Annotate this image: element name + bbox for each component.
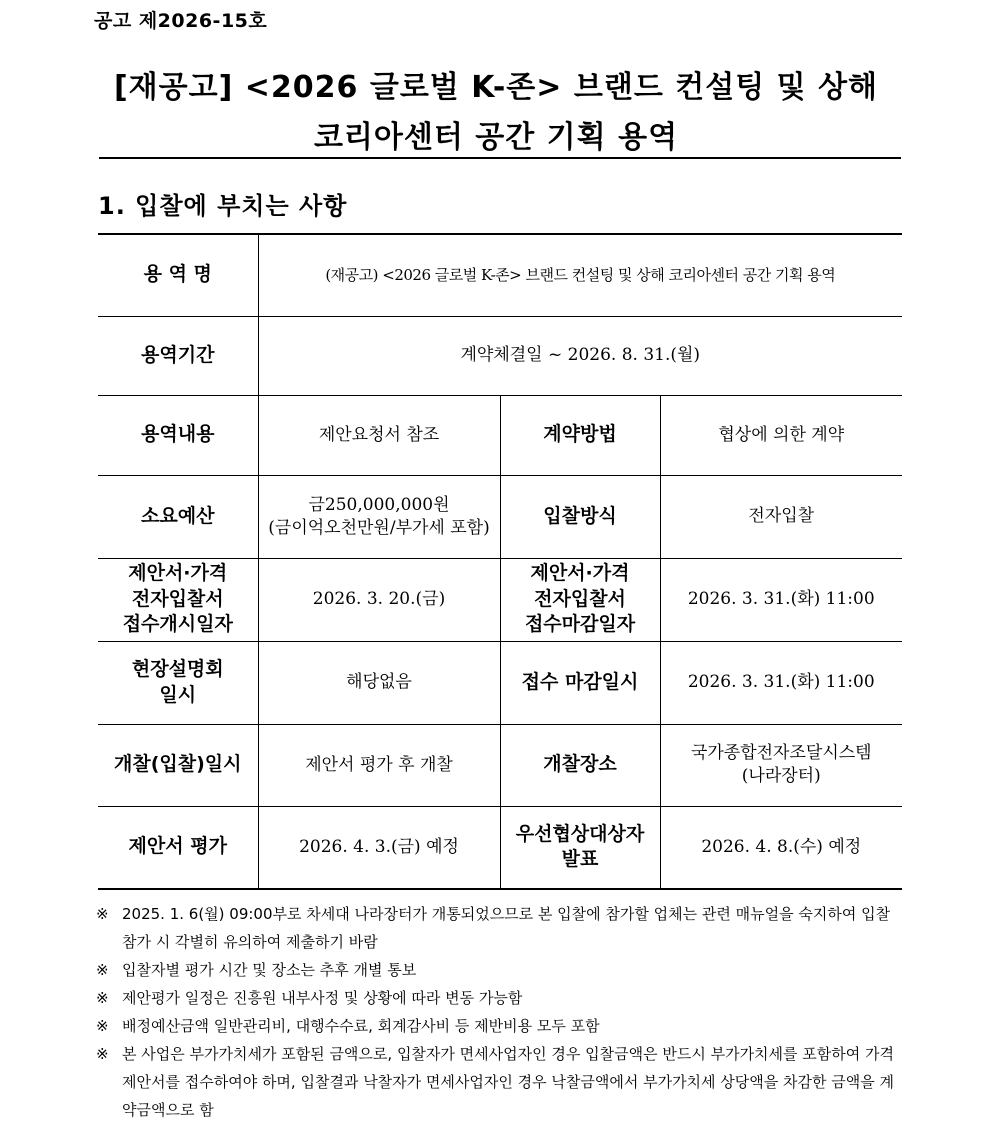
opening-place-value: 국가종합전자조달시스템 (나라장터) bbox=[660, 724, 902, 806]
evaluation-value: 2026. 4. 3.(금) 예정 bbox=[258, 806, 500, 889]
notes-list bbox=[96, 900, 904, 1124]
announcement-label: 우선협상대상자 발표 bbox=[500, 806, 660, 889]
contract-method-value: 협상에 의한 계약 bbox=[660, 395, 902, 475]
bid-info-table bbox=[98, 233, 902, 890]
briefing-value: 해당없음 bbox=[258, 641, 500, 724]
opening-value: 제안서 평가 후 개찰 bbox=[258, 724, 500, 806]
bid-method-value: 전자입찰 bbox=[660, 475, 902, 558]
note-item bbox=[96, 1012, 904, 1040]
reference-mark: ※ bbox=[96, 989, 109, 1007]
title-underline bbox=[99, 157, 901, 159]
announcement-value: 2026. 4. 8.(수) 예정 bbox=[660, 806, 902, 889]
submission-end-label: 제안서·가격 전자입찰서 접수마감일자 bbox=[500, 558, 660, 641]
content-value: 제안요청서 참조 bbox=[258, 395, 500, 475]
bid-method-label: 입찰방식 bbox=[500, 475, 660, 558]
note-text: 2025. 1. 6(월) 09:00부로 차세대 나라장터가 개통되었으므로 본 입찰에 참가할 업체는 관련 매뉴얼을 숙지하여 입찰 참가 시 각별히 유의하여 제출하기 바람 bbox=[122, 905, 891, 951]
evaluation-label: 제안서 평가 bbox=[98, 806, 258, 889]
budget-label: 소요예산 bbox=[98, 475, 258, 558]
budget-value bbox=[258, 475, 500, 558]
notice-number: 공고 제2026-15호 bbox=[94, 10, 268, 32]
submission-end-value: 2026. 3. 31.(화) 11:00 bbox=[660, 558, 902, 641]
service-name-label: 용 역 명 bbox=[98, 234, 258, 316]
service-name-value: (재공고) <2026 글로벌 K-존> 브랜드 컨설팅 및 상해 코리아센터 공간 기획 용역 bbox=[258, 234, 902, 316]
note-item bbox=[96, 1040, 904, 1124]
reference-mark: ※ bbox=[96, 1045, 109, 1063]
note-item bbox=[96, 956, 904, 984]
submission-start-value: 2026. 3. 20.(금) bbox=[258, 558, 500, 641]
note-item bbox=[96, 900, 904, 956]
note-text: 배정예산금액 일반관리비, 대행수수료, 회계감사비 등 제반비용 모두 포함 bbox=[122, 1017, 600, 1035]
document-title-line1: [재공고] <2026 글로벌 K-존> 브랜드 컨설팅 및 상해 bbox=[113, 70, 879, 105]
contract-method-label: 계약방법 bbox=[500, 395, 660, 475]
content-label: 용역내용 bbox=[98, 395, 258, 475]
opening-label: 개찰(입찰)일시 bbox=[98, 724, 258, 806]
opening-place-label: 개찰장소 bbox=[500, 724, 660, 806]
deadline-value: 2026. 3. 31.(화) 11:00 bbox=[660, 641, 902, 724]
note-item bbox=[96, 984, 904, 1012]
period-value: 계약체결일 ~ 2026. 8. 31.(월) bbox=[258, 316, 902, 395]
note-text: 입찰자별 평가 시간 및 장소는 추후 개별 통보 bbox=[122, 961, 417, 979]
period-label: 용역기간 bbox=[98, 316, 258, 395]
reference-mark: ※ bbox=[96, 1017, 109, 1035]
budget-amount-korean: (금이억오천만원/부가세 포함) bbox=[268, 517, 490, 538]
note-text: 본 사업은 부가가치세가 포함된 금액으로, 입찰자가 면세사업자인 경우 입찰금액은 반드시 부가가치세를 포함하여 가격제안서를 접수하여야 하며, 입찰결과 낙찰자가 면세사업자인 경우 낙찰금액에서 부가가치세 상당액을 차감한 금액을 계약금액으로 함 bbox=[122, 1045, 894, 1119]
section-heading: 1. 입찰에 부치는 사항 bbox=[98, 192, 348, 220]
deadline-label: 접수 마감일시 bbox=[500, 641, 660, 724]
note-text: 제안평가 일정은 진흥원 내부사정 및 상황에 따라 변동 가능함 bbox=[122, 989, 523, 1007]
document-title-line2: 코리아센터 공간 기획 용역 bbox=[313, 120, 679, 155]
reference-mark: ※ bbox=[96, 905, 109, 923]
briefing-label: 현장설명회 일시 bbox=[98, 641, 258, 724]
budget-amount: 금250,000,000원 bbox=[308, 494, 450, 515]
reference-mark: ※ bbox=[96, 961, 109, 979]
submission-start-label: 제안서·가격 전자입찰서 접수개시일자 bbox=[98, 558, 258, 641]
